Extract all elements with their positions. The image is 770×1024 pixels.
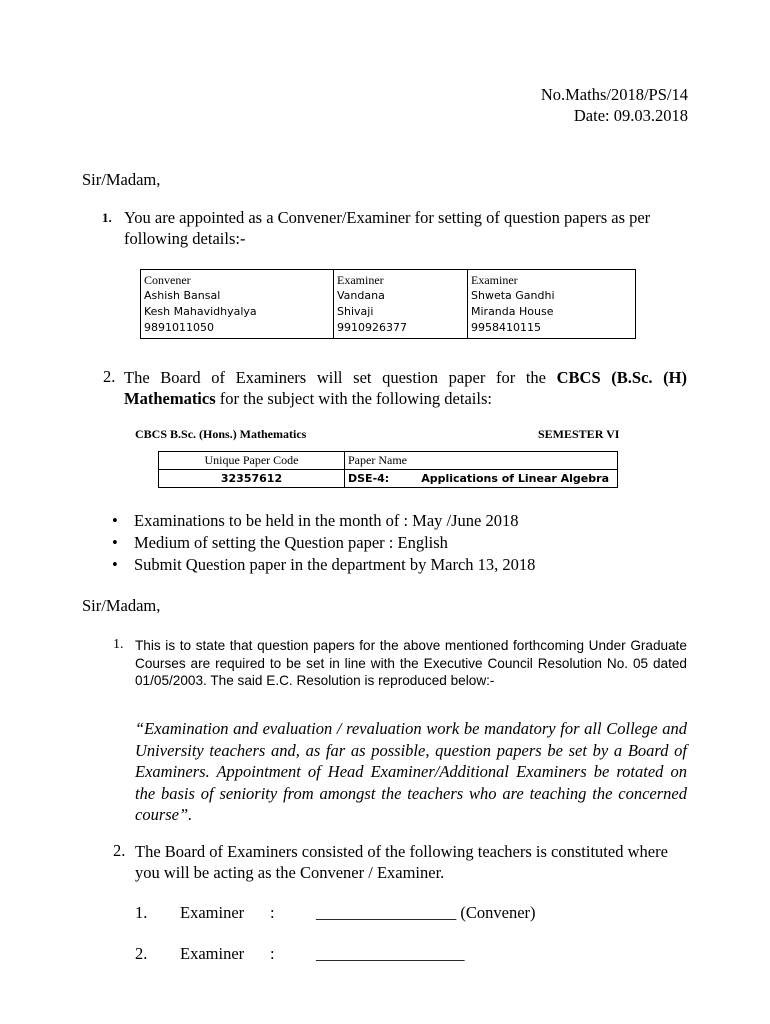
bullet-icon: • [112,555,118,574]
paper-name-cell [345,470,618,488]
bullet-text: Medium of setting the Question paper : English [134,533,448,552]
paper-code: 32357612 [159,470,345,488]
semester-label: SEMESTER VI [538,427,620,441]
section-2-point-1-number: 1. [113,637,124,652]
paper-name: Applications of Linear Algebra [421,472,609,485]
convener-phone: 9891011050 [144,321,214,334]
list-item [112,510,535,532]
examiner-2-phone: 9958410115 [471,321,541,334]
examiner-row-number: 1. [135,903,148,922]
bullet-text: Examinations to be held in the month of : May /June 2018 [134,511,519,530]
examiner-2-college: Miranda House [471,305,554,318]
bullet-icon: • [112,533,118,552]
paper-table [158,451,618,488]
reference-date: Date: 09.03.2018 [573,106,688,125]
paper-prefix: DSE-4: [348,472,390,485]
examiner-row [135,944,655,968]
paper-code-header: Unique Paper Code [159,452,345,470]
exam-details-list [112,510,535,576]
examiner-1-phone: 9910926377 [337,321,407,334]
convener-college: Kesh Mahavidhyalya [144,305,257,318]
examiner-1-name: Vandana [337,289,385,302]
ec-resolution-quote: “Examination and evaluation / revaluation work be mandatory for all College and University teachers and, as far as possible, question papers be set by a Board of Examiners. Appointment of Head Examiner/Additional Examiners be rotated on the basis of seniority from amongst the teachers who are teaching the concerned course”. [135,719,687,824]
appointment-table [140,269,636,339]
list-item [112,554,535,576]
examiner-row-label: Examiner [180,903,245,922]
examiner-row-colon: : [270,944,275,963]
convener-name: Ashish Bansal [144,289,221,302]
list-item [112,532,535,554]
examiner-row-number: 2. [135,944,148,963]
examiner-2-name: Shweta Gandhi [471,289,555,302]
examiner-row-colon: : [270,903,275,922]
point-1-number: 1. [102,210,112,225]
salutation-second: Sir/Madam, [82,596,161,615]
point-1-text: You are appointed as a Convener/Examiner for setting of question papers as per following details:- [124,208,651,248]
section-2-point-2-text: The Board of Examiners consisted of the following teachers is constituted where you will be acting as the Convener / Examiner. [135,842,668,882]
bullet-icon: • [112,511,118,530]
paper-name-header: Paper Name [345,452,618,470]
point-2-course-bold: CBCS (B.Sc. (H) Mathematics [124,368,687,408]
point-2-number: 2. [103,367,116,386]
point-2-text [124,367,687,409]
examiner-2-column [468,270,636,339]
examiner-row [135,903,655,927]
course-name: CBCS B.Sc. (Hons.) Mathematics [135,427,307,441]
salutation-first: Sir/Madam, [82,170,161,189]
column-header: Examiner [337,273,384,287]
point-2-text-b: for the subject with the following details: [215,389,492,408]
examiner-1-column [334,270,468,339]
column-header: Examiner [471,273,518,287]
section-2-point-2-number: 2. [113,841,126,860]
bullet-text: Submit Question paper in the department by March 13, 2018 [134,555,536,574]
examiner-row-blank: __________________ [316,944,465,963]
convener-column [141,270,334,339]
section-2-point-1-text: This is to state that question papers for the above mentioned forthcoming Under Graduate Courses are required to be set in line with the Executive Council Resolution No. 05 dated 01/05/2003. The said E.C. Resolution is reproduced below:- [135,638,687,688]
column-header: Convener [144,273,191,287]
examiner-row-blank: _________________ (Convener) [316,903,536,922]
reference-number: No.Maths/2018/PS/14 [540,85,688,104]
examiner-1-college: Shivaji [337,305,374,318]
reference-block [541,84,688,126]
examiner-row-label: Examiner [180,944,245,963]
point-2-text-a: The Board of Examiners will set question paper for the [124,368,557,387]
